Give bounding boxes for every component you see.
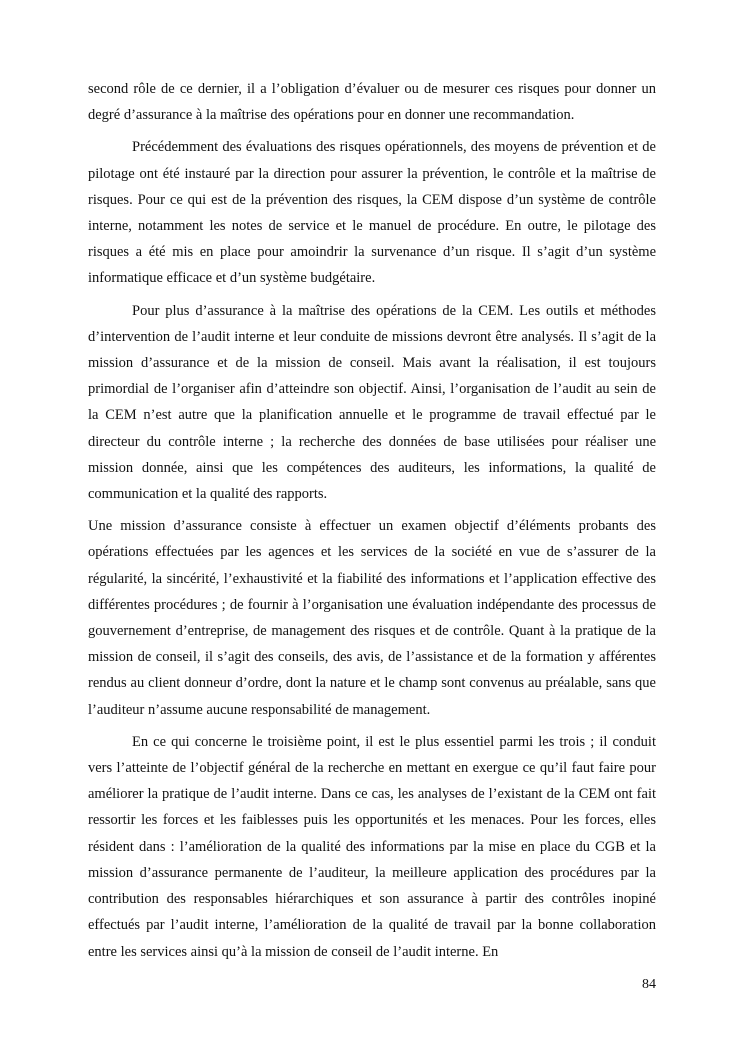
paragraph-1: second rôle de ce dernier, il a l’obligation d’évaluer ou de mesurer ces risques pour donner un degré d’assurance à la maîtrise des opérations pour en donner une recommandation. [88,81,656,124]
paragraph-5: En ce qui concerne le troisième point, il est le plus essentiel parmi les trois ; il conduit vers l’atteinte de l’objectif général de la recherche en mettant en exergue ce qu’il faut faire pour améliorer la pratique de l’audit interne. Dans ce cas, les analyses de l’existant de la CEM ont fait ressortir les forces et les faiblesses puis les opportunités et les menaces. Pour les forces, elles résident dans : l’amélioration de la qualité des informations par la mise en place du CGB et la mission d’assurance permanente de l’auditeur, la meilleure application des procédures par la contribution des responsables hiérarchiques et son assurance à partir des contrôles inopiné effectués par l’audit interne, l’amélioration de la qualité de travail par la bonne collaboration entre les services ainsi qu’à la mission de conseil de l’audit interne. En [88,733,656,960]
paragraph-4: Une mission d’assurance consiste à effectuer un examen objectif d’éléments probants des opérations effectuées par les agences et les services de la société en vue de s’assurer de la régularité, la sincérité, l’exhaustivité et la fiabilité des informations et l’application effective des différentes procédures ; de fournir à l’organisation une évaluation indépendante des processus de gouvernement d’entreprise, de management des risques et de contrôle. Quant à la pratique de la mission de conseil, il s’agit des conseils, des avis, de l’assistance et de la formation y afférentes rendus au client donneur d’ordre, dont la nature et le champ sont convenus au préalable, sans que l’auditeur n’assume aucune responsabilité de management. [88,518,656,718]
body-text [88,76,656,965]
paragraph-2: Précédemment des évaluations des risques opérationnels, des moyens de prévention et de pilotage ont été instauré par la direction pour assurer la prévention, le contrôle et la maîtrise de risques. Pour ce qui est de la prévention des risques, la CEM dispose d’un système de contrôle interne, notamment les notes de service et le manuel de procédure. En outre, le pilotage des risques a été mis en place pour amoindrir la survenance d’un risque. Il s’agit d’un système informatique efficace et d’un système budgétaire. [88,139,656,287]
page-number: 84 [642,977,656,992]
paragraph-3: Pour plus d’assurance à la maîtrise des opérations de la CEM. Les outils et méthodes d’intervention de l’audit interne et leur conduite de missions devront être analysés. Il s’agit de la mission d’assurance et de la mission de conseil. Mais avant la réalisation, il est toujours primordial de l’organiser afin d’atteindre son objectif. Ainsi, l’organisation de l’audit au sein de la CEM n’est autre que la planification annuelle et le programme de travail effectué par le directeur du contrôle interne ; la recherche des données de base utilisées pour réaliser une mission donnée, ainsi que les compétences des auditeurs, les informations, la qualité de communication et la qualité des rapports. [88,302,656,503]
